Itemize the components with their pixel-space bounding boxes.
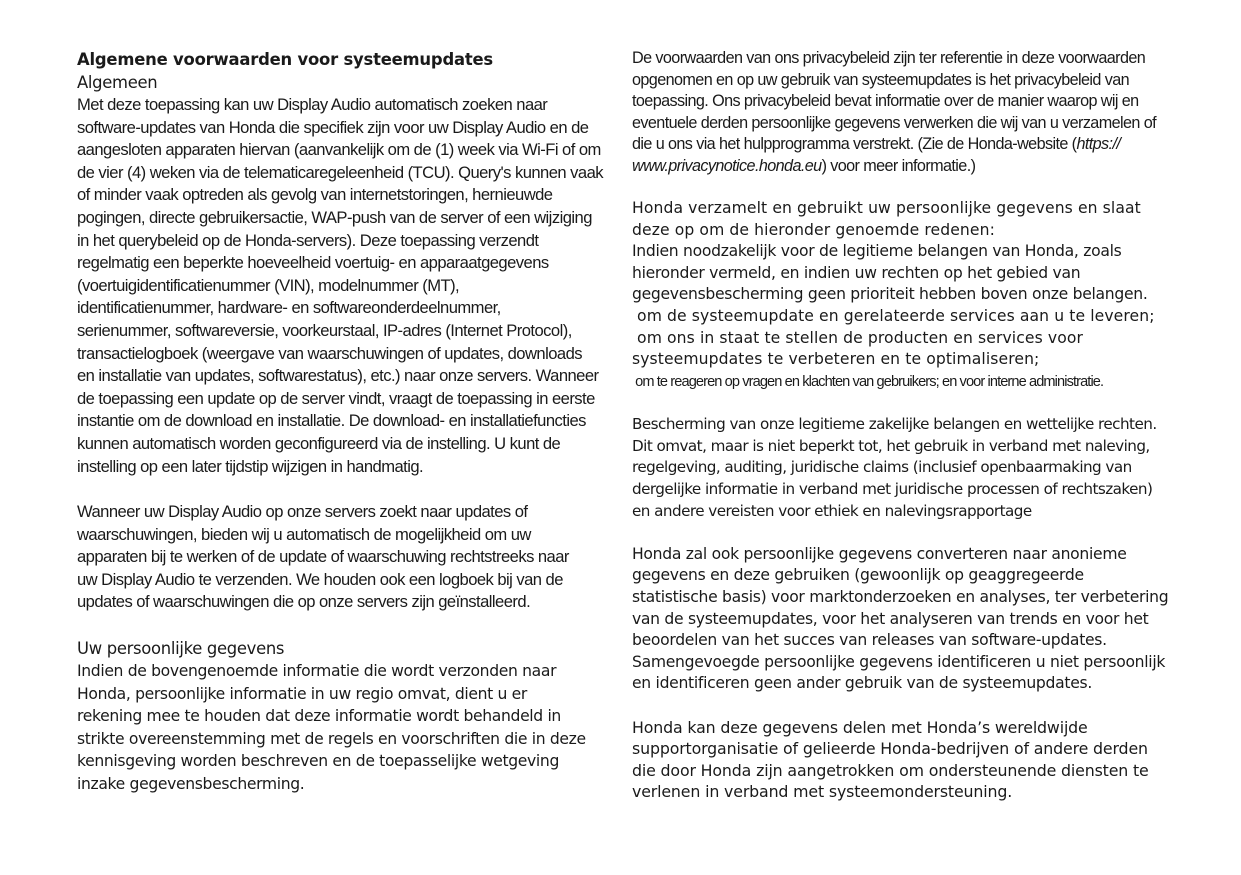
paragraph-spacer (632, 393, 1167, 414)
text-fragment: ) voor meer informatie.) (821, 156, 976, 175)
general-paragraph-1 (77, 94, 607, 478)
text-line: toepassing. Ons privacybeleid bevat informatie over de manier waarop wij en (632, 92, 1139, 110)
text-line: en andere vereisten voor ethiek en nalevingsrapportage (632, 501, 1032, 520)
text-line: updates of waarschuwingen die op onze servers zijn geïnstalleerd. (77, 592, 531, 612)
text-line: instelling op een later tijdstip wijzigen in handmatig. (77, 456, 424, 476)
text-line: systeemupdates te verbeteren en te optimaliseren; (632, 350, 1040, 369)
text-line (632, 156, 1167, 178)
text-line: serienummer, softwareversie, voorkeurstaal, IP-adres (Internet Protocol), (77, 320, 572, 340)
text-line: hieronder vermeld, en indien uw rechten op het gebied van (632, 263, 1081, 282)
left-column (77, 48, 607, 796)
text-line: software-updates van Honda die specifiek zijn voor uw Display Audio en de (77, 117, 589, 137)
text-line: kennisgeving worden beschreven en de toepasselijke wetgeving (77, 752, 559, 771)
text-line: Honda, persoonlijke informatie in uw regio omvat, dient u er (77, 684, 527, 703)
text-line: statistische basis) voor marktonderzoeken en analyses, ter verbetering (632, 587, 1169, 606)
right-column (632, 48, 1167, 803)
paragraph-spacer (632, 695, 1167, 717)
text-line: uw Display Audio te verzenden. We houden ook een logboek bij van de (77, 569, 563, 589)
text-line: de toepassing een update op de server vindt, vraagt de toepassing in eerste (77, 388, 595, 408)
text-line: opgenomen en op uw gebruik van systeemupdates is het privacybeleid van (632, 70, 1130, 89)
privacy-url-link-part-1[interactable]: https:// (1076, 135, 1121, 153)
text-line: en identificeren geen ander gebruik van de systeemupdates. (632, 674, 1092, 693)
text-line: De voorwaarden van ons privacybeleid zijn ter referentie in deze voorwaarden (632, 49, 1146, 67)
personal-data-paragraph (77, 660, 607, 796)
text-line: en installatie van updates, softwarestatus), etc.) naar onze servers. Wanneer (77, 366, 599, 386)
text-line: identificatienummer, hardware- en softwareonderdeelnummer, (77, 298, 501, 318)
paragraph-spacer (77, 478, 607, 501)
text-line: kunnen automatisch worden geconfigureerd via de instelling. U kunt de (77, 433, 561, 453)
paragraph-spacer (632, 177, 1167, 198)
text-line: in het querybeleid op de Honda-servers). Deze toepassing verzendt (77, 230, 539, 250)
text-line: beoordelen van het succes van releases van software-updates. (632, 631, 1107, 650)
text-line: Wanneer uw Display Audio op onze servers zoekt naar updates of (77, 502, 528, 522)
text-line: regelgeving, auditing, juridische claims (inclusief openbaarmaking van (632, 458, 1132, 477)
text-line: om te reageren op vragen en klachten van gebruikers; en voor interne administratie. (632, 373, 1104, 390)
text-line: Indien de bovengenoemde informatie die wordt verzonden naar (77, 662, 557, 681)
legal-interests-paragraph (632, 414, 1167, 523)
privacy-url-link-part-2[interactable]: www.privacynotice.honda.eu (632, 156, 822, 175)
paragraph-spacer (632, 523, 1167, 544)
text-line: verlenen in verband met systeemondersteuning. (632, 782, 1013, 802)
text-line: Indien noodzakelijk voor de legitieme belangen van Honda, zoals (632, 242, 1122, 261)
text-fragment: die u ons via het hulpprogramma verstrekt. (Zie de Honda-website ( (632, 135, 1077, 153)
text-line: pogingen, directe gebruikersactie, WAP-push van de server of een wijziging (77, 207, 592, 227)
text-line: of minder vaak optreden als gevolg van internetstoringen, hernieuwde (77, 185, 553, 205)
text-line: om de systeemupdate en gerelateerde services aan u te leveren; (632, 306, 1155, 325)
text-line: supportorganisatie of gelieerde Honda-bedrijven of andere derden (632, 739, 1148, 759)
text-line: (voertuigidentificatienummer (VIN), modelnummer (MT), (77, 275, 460, 295)
anonymous-data-paragraph (632, 544, 1167, 695)
text-line: strikte overeenstemming met de regels en voorschriften die in deze (77, 729, 586, 748)
text-line: eventuele derden persoonlijke gegevens verwerken die wij van u verzamelen of (632, 113, 1156, 132)
text-line: transactielogboek (weergave van waarschuwingen of updates, downloads (77, 343, 583, 363)
section-heading-personal-data: Uw persoonlijke gegevens (77, 639, 285, 659)
document-title: Algemene voorwaarden voor systeemupdates (77, 50, 493, 69)
general-paragraph-2 (77, 501, 607, 614)
text-line: Honda kan deze gegevens delen met Honda’s wereldwijde (632, 717, 1088, 737)
text-line: Samengevoegde persoonlijke gegevens identificeren u niet persoonlijk (632, 652, 1166, 671)
text-line: gegevensbescherming geen prioriteit hebben boven onze belangen. (632, 285, 1148, 304)
data-collection-paragraph (632, 198, 1167, 393)
privacy-policy-paragraph (632, 48, 1167, 177)
text-line: instantie om de download en installatie. De download- en installatiefuncties (77, 411, 586, 431)
text-line: Met deze toepassing kan uw Display Audio automatisch zoeken naar (77, 95, 548, 114)
text-line: apparaten bij te werken of de update of waarschuwing rechtstreeks naar (77, 547, 569, 567)
text-line: aangesloten apparaten hiervan (aanvankelijk om de (1) week via Wi-Fi of om (77, 140, 601, 160)
text-line: inzake gegevensbescherming. (77, 775, 305, 794)
text-line: waarschuwingen, bieden wij u automatisch de mogelijkheid om uw (77, 524, 531, 544)
section-heading-general: Algemeen (77, 73, 158, 92)
data-sharing-paragraph (632, 717, 1167, 803)
text-line: Honda zal ook persoonlijke gegevens converteren naar anonieme (632, 544, 1127, 563)
text-line: van de systeemupdates, voor het analyseren van trends en voor het (632, 609, 1149, 628)
text-line: gegevens en deze gebruiken (gewoonlijk op geaggregeerde (632, 566, 1084, 585)
text-line: Dit omvat, maar is niet beperkt tot, het gebruik in verband met naleving, (632, 436, 1150, 455)
text-line: om ons in staat te stellen de producten en services voor (632, 328, 1083, 347)
text-line: rekening mee te houden dat deze informatie wordt behandeld in (77, 707, 561, 726)
text-line: regelmatig een beperkte hoeveelheid voertuig- en apparaatgegevens (77, 253, 549, 273)
text-line: die door Honda zijn aangetrokken om ondersteunende diensten te (632, 760, 1149, 780)
text-line: Bescherming van onze legitieme zakelijke belangen en wettelijke rechten. (632, 414, 1157, 433)
paragraph-spacer (77, 614, 607, 637)
text-line: Honda verzamelt en gebruikt uw persoonlijke gegevens en slaat (632, 199, 1141, 217)
text-line: deze op om de hieronder genoemde redenen: (632, 220, 995, 239)
text-line: dergelijke informatie in verband met juridische processen of rechtszaken) (632, 480, 1153, 499)
text-line (632, 134, 1167, 156)
text-line: de vier (4) weken via de telematicaregeleenheid (TCU). Query's kunnen vaak (77, 162, 604, 182)
